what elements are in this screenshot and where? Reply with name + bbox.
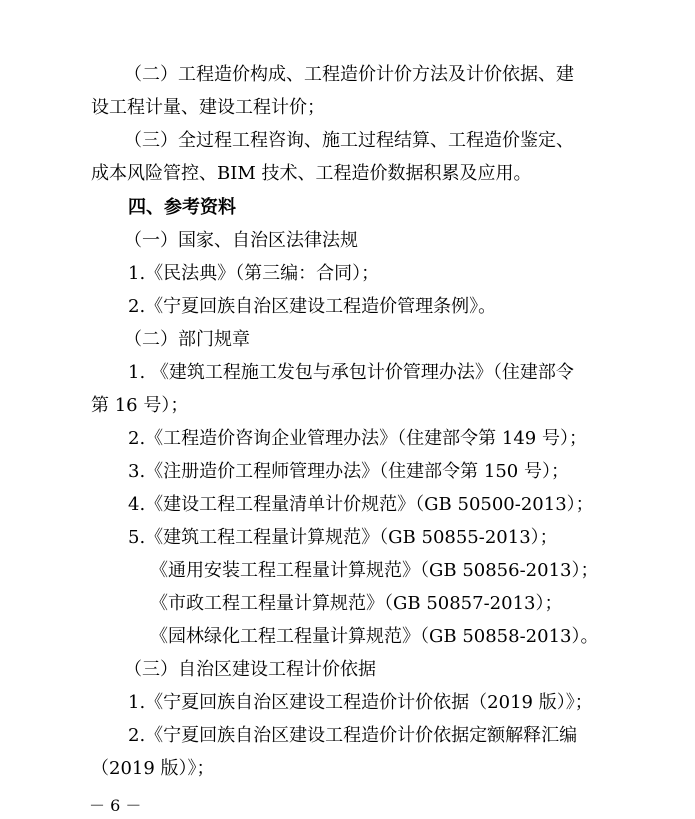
- text-line: 5.《建筑工程工程量计算规范》（GB 50855-2013）；: [128, 527, 558, 548]
- text-line: 1.《民法典》（第三编：合同）；: [128, 263, 380, 284]
- text-line: 《园林绿化工程工程量计算规范》（GB 50858-2013）。: [150, 626, 599, 647]
- text-line: 4.《建设工程工程量清单计价规范》（GB 50500-2013）；: [128, 494, 594, 515]
- text-line: 设工程计量、建设工程计价；: [91, 97, 325, 118]
- text-line: （二）工程造价构成、工程造价计价方法及计价依据、建: [124, 64, 574, 85]
- text-line: 2.《宁夏回族自治区建设工程造价计价依据定额解释汇编: [128, 725, 578, 746]
- text-line: （2019 版）》；: [91, 758, 215, 779]
- text-line: 2.《工程造价咨询企业管理办法》（住建部令第 149 号）；: [128, 428, 587, 449]
- text-line: 第 16 号）；: [91, 395, 189, 416]
- text-line: （三）全过程工程咨询、施工过程结算、工程造价鉴定、: [124, 130, 574, 151]
- subsection-heading: （三）自治区建设工程计价依据: [124, 659, 376, 680]
- subsection-heading: （二）部门规章: [124, 329, 250, 350]
- subsection-heading: （一）国家、自治区法律法规: [124, 230, 358, 251]
- page-number: － 6 －: [89, 796, 142, 815]
- text-line: 《通用安装工程工程量计算规范》（GB 50856-2013）；: [150, 560, 599, 581]
- text-line: 3.《注册造价工程师管理办法》（住建部令第 150 号）；: [128, 461, 569, 482]
- text-line: 1. 《建筑工程施工发包与承包计价管理办法》（住建部令: [128, 362, 574, 383]
- text-line: 成本风险管控、BIM 技术、工程造价数据积累及应用。: [91, 163, 532, 184]
- section-heading: 四、参考资料: [128, 197, 236, 218]
- text-line: 2.《宁夏回族自治区建设工程造价管理条例》。: [128, 296, 497, 317]
- text-line: 1.《宁夏回族自治区建设工程造价计价依据（2019 版）》；: [128, 692, 593, 713]
- text-line: 《市政工程工程量计算规范》（GB 50857-2013）；: [150, 593, 563, 614]
